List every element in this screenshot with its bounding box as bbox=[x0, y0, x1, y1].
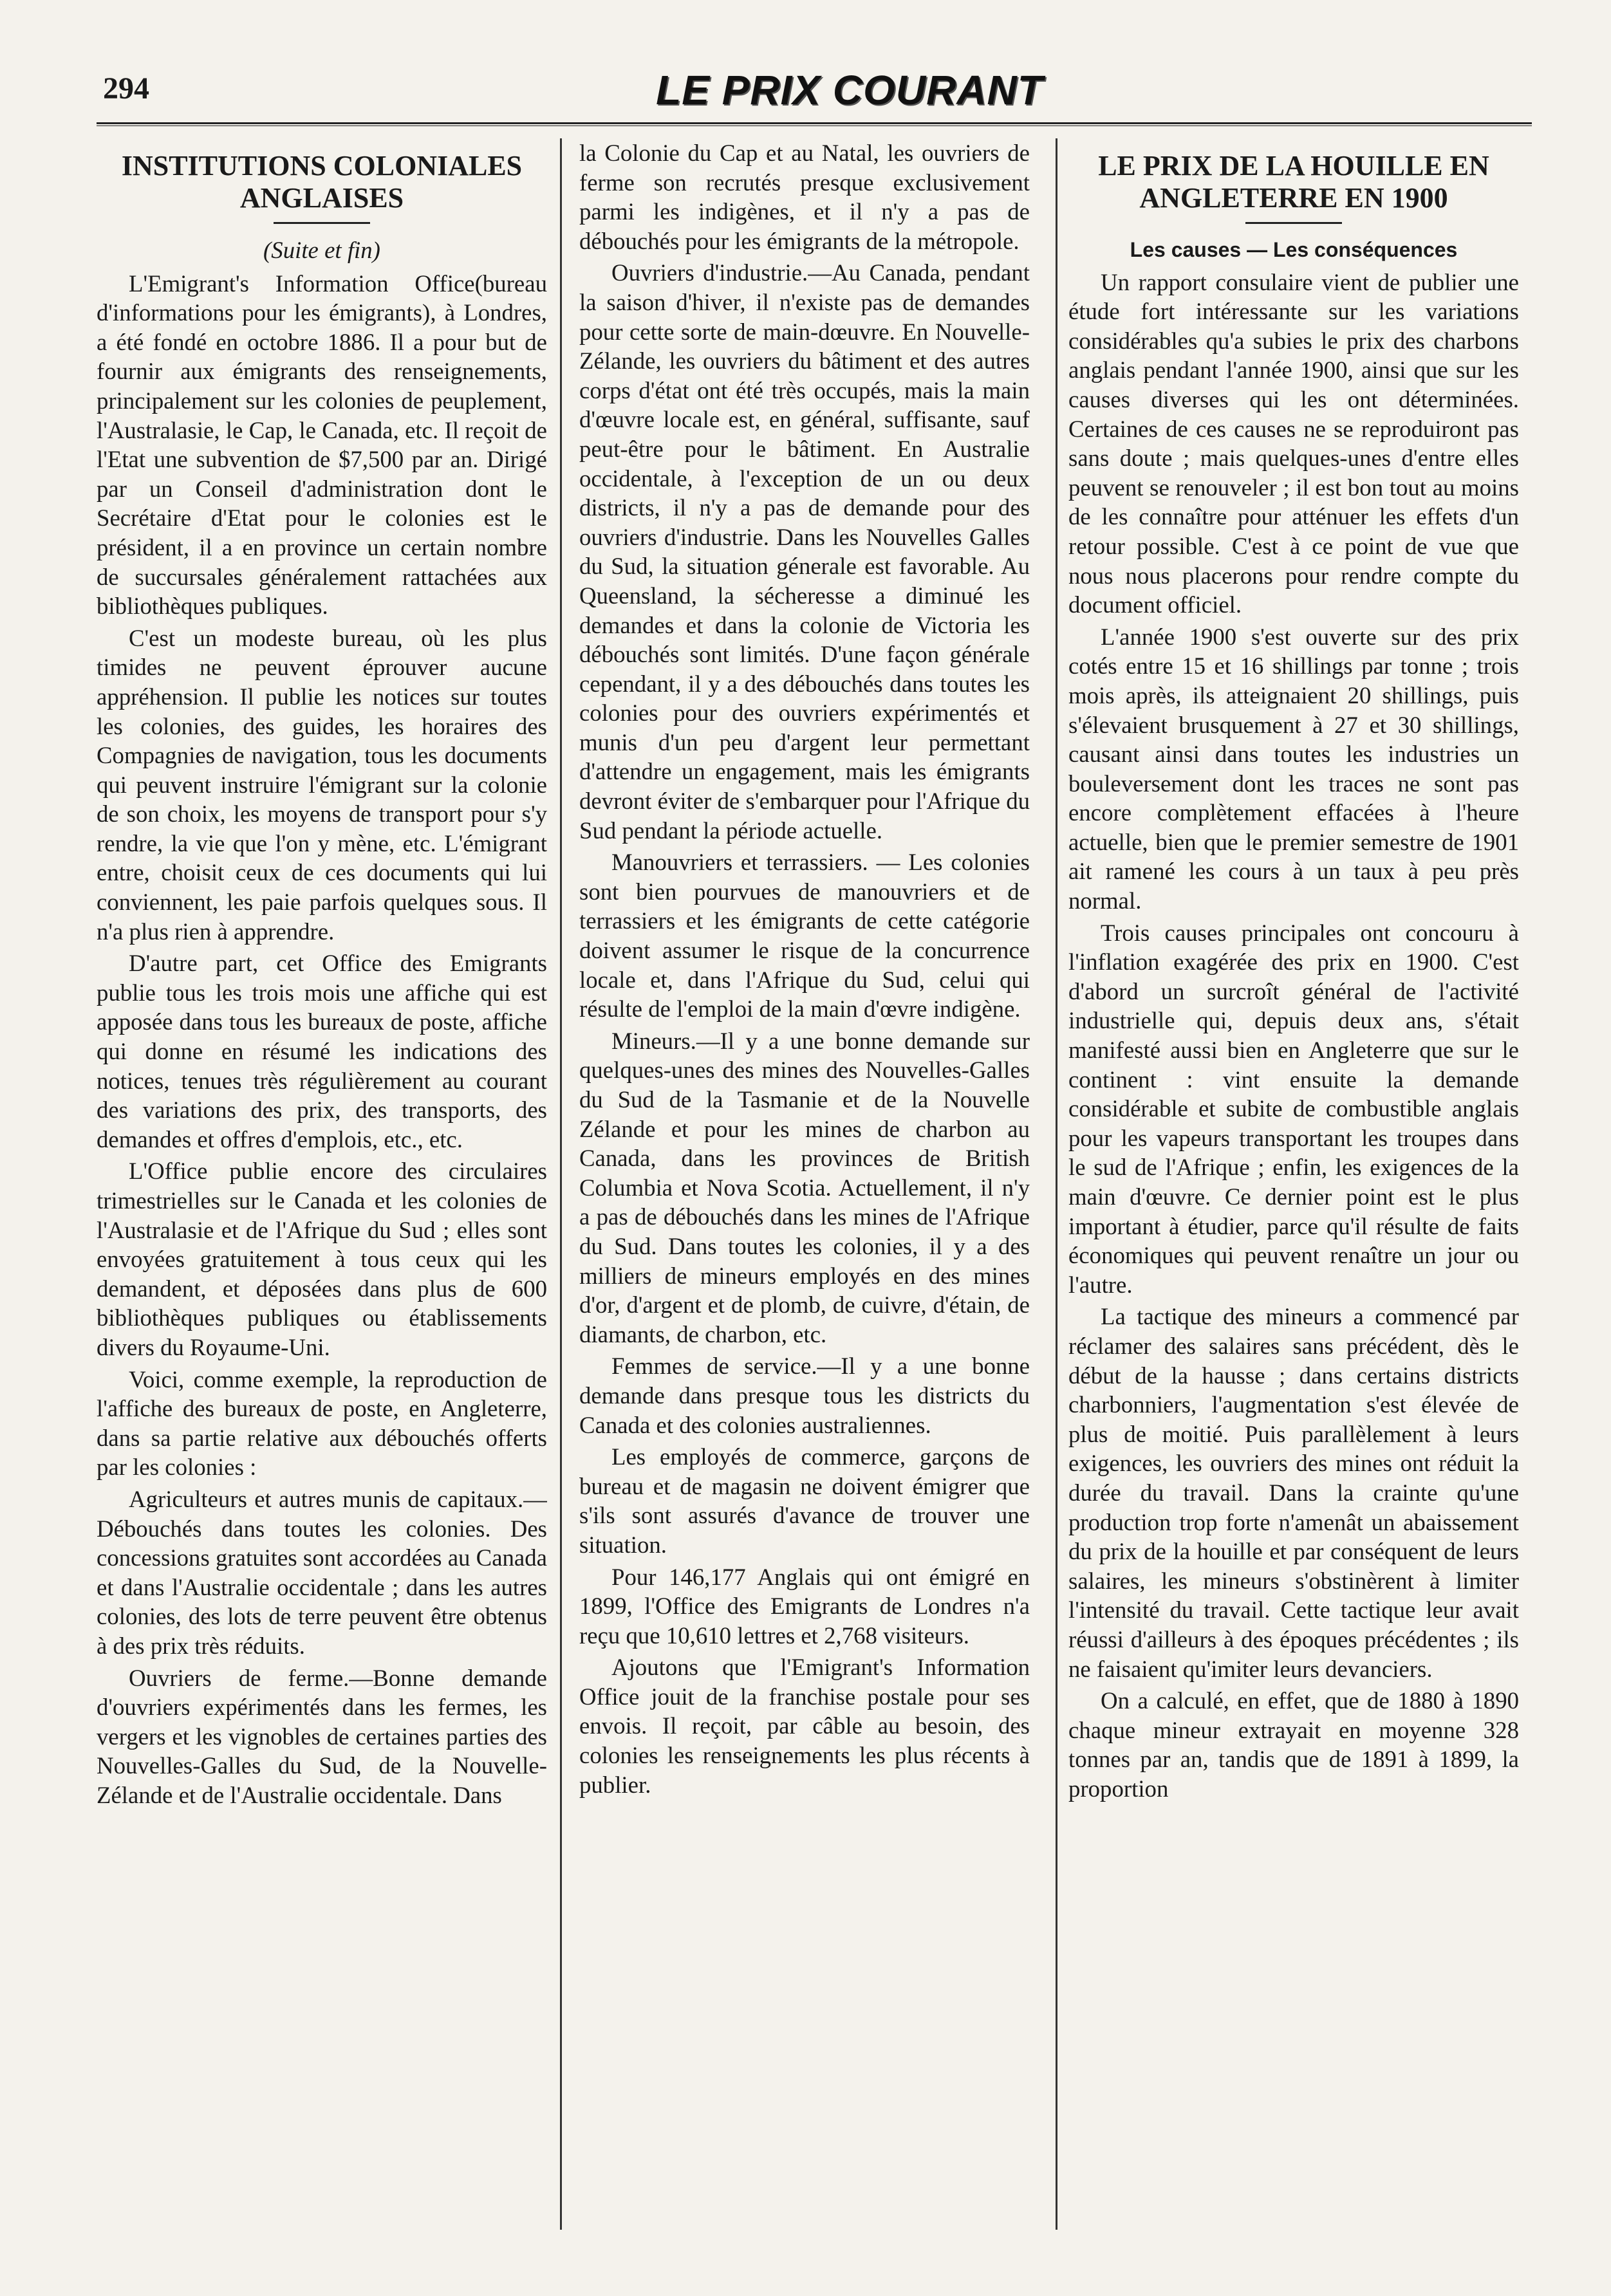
title-rule bbox=[1245, 222, 1342, 224]
paragraph: Les employés de commerce, garçons de bureau et de magasin ne doivent émigrer que s'ils sont assurés d'avance de trouver une situation. bbox=[579, 1443, 1030, 1558]
paragraph: La tactique des mineurs a commencé par réclamer des salaires sans précédent, dès le début de la hausse ; dans certains districts charbonniers, l'augmentation s'est élevée de plus de moitié. Puis parallèlement à leurs exigences, les ouvriers des mines ont réduit la durée du travail. Dans la crainte qu'une production trop forte n'amenât un abaissement du prix de la houille et par conséquent de leurs salaires, les mineurs s'obstinèrent à limiter l'intensité du travail. Cette tactique leur avait réussi d'ailleurs à des époques précédentes ; ils ne faisaient qu'imiter leurs devanciers. bbox=[1068, 1303, 1519, 1682]
paragraph: Trois causes principales ont concouru à l'inflation exagérée des prix en 1900. C'est d'abord un surcroît général de l'activité industrielle qui, depuis deux ans, s'était manifesté aussi bien en Angleterre que sur le continent : vint ensuite la demande considérable et subite de combustible anglais pour les vapeurs transportant les troupes dans le sud de l'Afrique ; enfin, les exigences de la main d'œuvre. Ce dernier point est le plus important à étudier, parce qu'il résulte de faits économiques qui peuvent renaître un jour ou l'autre. bbox=[1068, 919, 1519, 1298]
paragraph: On a calculé, en effet, que de 1880 à 1890 chaque mineur extrayait en moyenne 328 tonnes par an, tandis que de 1891 à 1899, la proportion bbox=[1068, 1687, 1519, 1802]
paragraph: Pour 146,177 Anglais qui ont émigré en 1899, l'Office des Emigrants de Londres n'a reçu que 10,610 lettres et 2,768 visiteurs. bbox=[579, 1563, 1030, 1649]
paragraph: Mineurs.—Il y a une bonne demande sur quelques-unes des mines des Nouvelles-Galles du Sud de la Tasmanie et de la Nouvelle Zélande et pour les mines de charbon au Canada, dans les provinces de British Columbia et Nova Scotia. Actuellement, il n'y a pas de débouchés dans les mines de l'Afrique du Sud. Dans toutes les colonies, il y a des milliers de mineurs employés en des mines d'or, d'argent et de plomb, de cuivre, d'étain, de diamants, de charbon, etc. bbox=[579, 1027, 1030, 1347]
paragraph: Femmes de service.—Il y a une bonne demande dans presque tous les districts du Canada et des colonies australiennes. bbox=[579, 1353, 1030, 1438]
paragraph: D'autre part, cet Office des Emigrants publie tous les trois mois une affiche qui est apposée dans tous les bureaux de poste, affiche qui donne en résumé les indications des notices, tenues très régulièrement au courant des variations des prix, des transports, des demandes et offres d'emplois, etc., etc. bbox=[97, 950, 547, 1153]
column-divider bbox=[560, 138, 562, 2230]
column-divider bbox=[1056, 138, 1057, 2230]
header-rule bbox=[97, 122, 1532, 126]
paragraph: la Colonie du Cap et au Natal, les ouvriers de ferme son recrutés presque exclusivement parmi les indigènes, et il n'y a pas de débouchés pour les émigrants de la métropole. bbox=[579, 140, 1030, 254]
masthead-logo bbox=[631, 64, 1068, 116]
paragraph: C'est un modeste bureau, où les plus timides ne peuvent éprouver aucune appréhension. Il publie les notices sur toutes les colonies, des guides, les horaires des Compagnies de navigation, tous les documents qui peuvent instruire l'émigrant sur la colonie de son choix, les moyens de transport pour s'y rendre, la vie que l'on y mène, etc. L'émigrant entre, choisit ceux de ces documents qui lui conviennent, les paie parfois quelques sous. Il n'a plus rien à apprendre. bbox=[97, 624, 547, 945]
article-subtitle: (Suite et fin) bbox=[263, 237, 380, 263]
paragraph: L'Office publie encore des circulaires trimestrielles sur le Canada et les colonies de l'Australasie et de l'Afrique du Sud ; elles sont envoyées gratuitement à tous ceux qui les demandent, et déposées dans plus de 600 bibliothèques publiques ou établissements divers du Royaume-Uni. bbox=[97, 1158, 547, 1360]
paragraph: L'Emigrant's Information Office(bureau d'informations pour les émigrants), à Londres, a été fondé en octobre 1886. Il a pour but de fournir aux émigrants des renseignements, principalement sur les colonies de peuplement, l'Australasie, le Cap, le Canada, etc. Il reçoit de l'Etat une subvention de $7,500 par an. Dirigé par un Conseil d'administration dont le Secrétaire d'Etat pour le colonies est le président, il a en province un certain nombre de succursales généralement rattachées aux bibliothèques publiques. bbox=[97, 270, 547, 620]
column-2 bbox=[579, 138, 1030, 2230]
paragraph: L'année 1900 s'est ouverte sur des prix cotés entre 15 et 16 shillings par tonne ; trois mois après, ils atteignaient 20 shillings, puis s'élevaient brusquement à 27 et 30 shillings, causant ainsi dans toutes les industries un bouleversement dont les traces ne sont pas encore complètement effacées à l'heure actuelle, bien que le premier semestre de 1901 ait ramené les cours à un taux à peu près normal. bbox=[1068, 623, 1519, 914]
title-rule bbox=[274, 222, 370, 224]
article-title: INSTITUTIONS COLONIALES ANGLAISES bbox=[121, 150, 523, 214]
page-header bbox=[97, 64, 1532, 122]
article-title: LE PRIX DE LA HOUILLE EN ANGLETERRE EN 1900 bbox=[1098, 150, 1489, 214]
masthead-title: LE PRIX COURANT bbox=[656, 67, 1043, 113]
paragraph: Ouvriers de ferme.—Bonne demande d'ouvriers expérimentés dans les fermes, les vergers et les vignobles de certaines parties des Nouvelles-Galles du Sud, de la Nouvelle-Zélande et de l'Australie occidentale. Dans bbox=[97, 1664, 547, 1808]
article-subhead: Les causes — Les conséquences bbox=[1130, 238, 1458, 261]
page-number: 294 bbox=[103, 71, 149, 106]
paragraph: Un rapport consulaire vient de publier une étude fort intéressante sur les variations considérables qu'a subies le prix des charbons anglais pendant l'année 1900, ainsi que sur les causes diverses qui les ont déterminées. Certaines de ces causes ne se reproduiront pas sans doute ; mais quelques-unes d'entre elles peuvent se renouveler ; il est bon tout au moins de les connaître pour atténuer les effets d'un retour possible. C'est à ce point de vue que nous nous placerons pour rendre compte du document officiel. bbox=[1068, 268, 1519, 618]
paragraph: Ajoutons que l'Emigrant's Information Office jouit de la franchise postale pour ses envois. Il reçoit, par câble au besoin, des colonies les renseignements les plus récents à publier. bbox=[579, 1654, 1030, 1798]
paragraph: Manouvriers et terrassiers. — Les colonies sont bien pourvues de manouvriers et de terrassiers et les émigrants de cette catégorie doivent assumer le risque de la concurrence locale et, dans l'Afrique du Sud, celui qui résulte de l'emploi de la main d'œvre indigène. bbox=[579, 849, 1030, 1023]
paragraph: Agriculteurs et autres munis de capitaux.—Débouchés dans toutes les colonies. Des concessions gratuites sont accordées au Canada et dans l'Australie occidentale ; dans les autres colonies, des lots de terre peuvent être obtenus à des prix très réduits. bbox=[97, 1485, 547, 1659]
column-1 bbox=[97, 138, 547, 2230]
paragraph: Ouvriers d'industrie.—Au Canada, pendant la saison d'hiver, il n'existe pas de demandes pour cette sorte de main-dœuvre. En Nouvelle-Zélande, les ouvriers du bâtiment et des autres corps d'état ont été très occupés, mais la main d'œuvre locale est, en général, suffisante, sauf peut-être pour le bâtiment. En Australie occidentale, à l'exception de un ou deux districts, il n'y a pas de demande pour des ouvriers d'industrie. Dans les Nouvelles Galles du Sud, la situation génerale est favorable. Au Queensland, la sécheresse a diminué les demandes et dans la colonie de Victoria les débouchés sont limités. D'une façon générale cependant, il y a des débouchés dans toutes les colonies pour des ouvriers expérimentés et munis d'un peu d'argent leur permettant d'attendre un engagement, mais les émigrants devront éviter de s'embarquer pour l'Afrique du Sud pendant la période actuelle. bbox=[579, 259, 1030, 844]
column-3 bbox=[1068, 138, 1519, 2230]
paragraph: Voici, comme exemple, la reproduction de l'affiche des bureaux de poste, en Angleterre, dans sa partie relative aux débouchés offerts par les colonies : bbox=[97, 1366, 547, 1481]
